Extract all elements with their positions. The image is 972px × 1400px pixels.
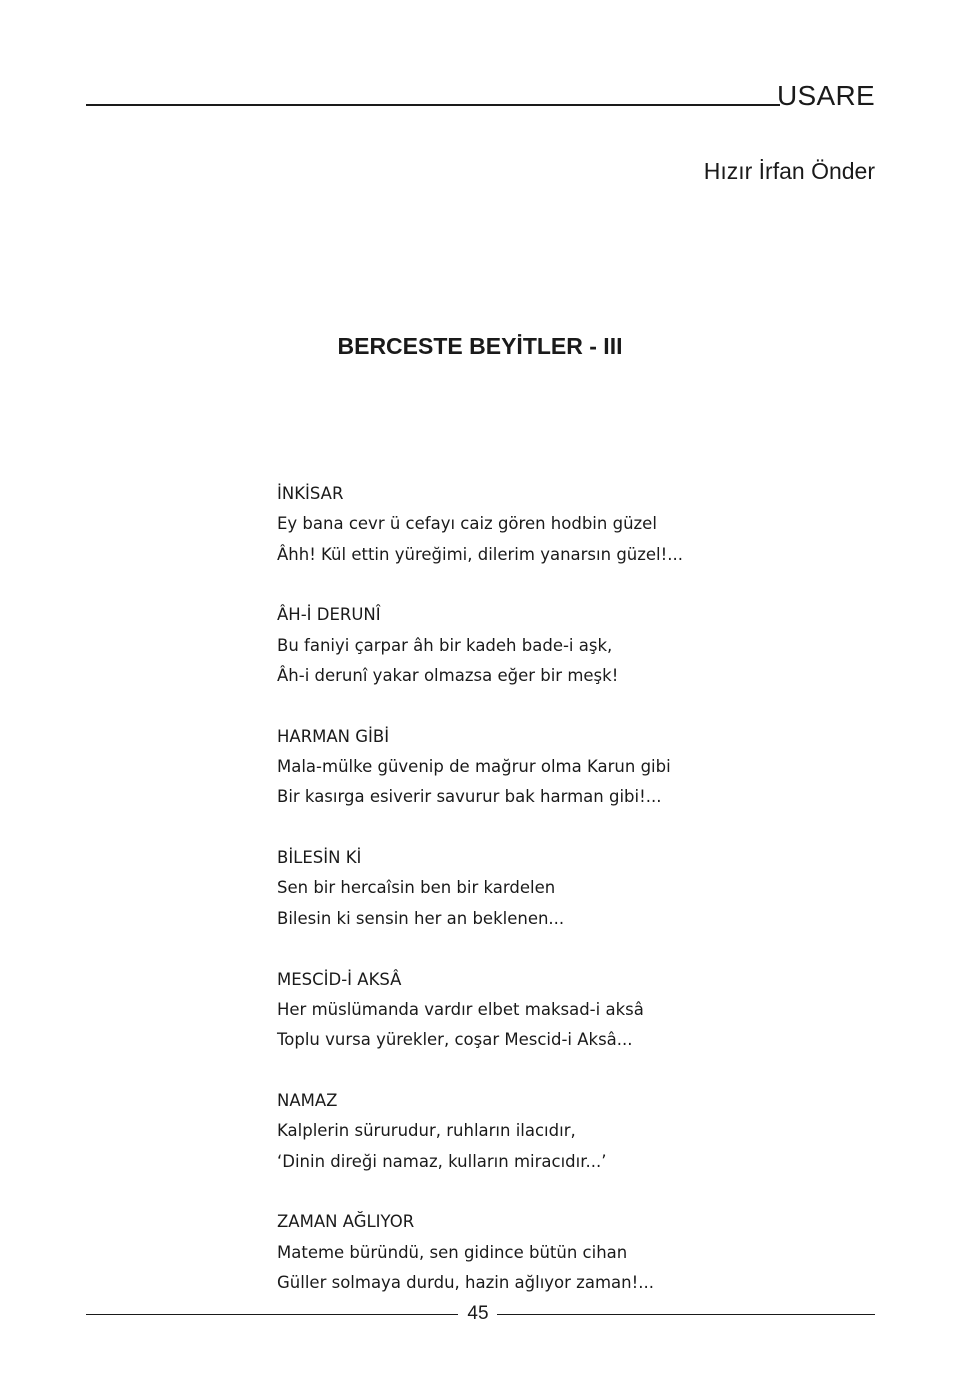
verse-line: Kalplerin sürurudur, ruhların ilacıdır, bbox=[277, 1121, 576, 1141]
verse-line: Âhh! Kül ettin yüreğimi, dilerim yanarsın güzel!... bbox=[277, 544, 683, 564]
stanza bbox=[277, 965, 877, 1056]
stanza bbox=[277, 600, 877, 691]
author-name: Hızır İrfan Önder bbox=[703, 158, 875, 184]
verse-line: Ey bana cevr ü cefayı caiz gören hodbin güzel bbox=[277, 514, 657, 534]
verse-line: Mateme büründü, sen gidince bütün cihan bbox=[277, 1242, 628, 1262]
stanza bbox=[277, 1086, 877, 1177]
header-rule bbox=[86, 104, 780, 106]
stanza-heading: HARMAN GİBİ bbox=[277, 726, 390, 746]
stanza bbox=[277, 722, 877, 813]
stanza bbox=[277, 479, 877, 570]
footer-rule-right bbox=[497, 1314, 875, 1315]
verse-line: Sen bir hercaîsin ben bir kardelen bbox=[277, 878, 556, 898]
magazine-name: USARE bbox=[777, 80, 875, 111]
verse-line: Bilesin ki sensin her an beklenen... bbox=[277, 908, 565, 928]
stanza bbox=[277, 1207, 877, 1298]
verse-line: Bir kasırga esiverir savurur bak harman gibi!... bbox=[277, 787, 662, 807]
stanza-heading: İNKİSAR bbox=[277, 484, 344, 503]
verse-line: ‘Dinin direği namaz, kulların miracıdır...’ bbox=[277, 1151, 607, 1171]
footer-rule-left bbox=[86, 1314, 458, 1315]
poem-title: BERCESTE BEYİTLER - III bbox=[337, 333, 623, 359]
page-number: 45 bbox=[467, 1303, 489, 1324]
verse-line: Toplu vursa yürekler, coşar Mescid-i Aksâ... bbox=[277, 1030, 633, 1050]
stanza bbox=[277, 843, 877, 934]
verse-line: Bu faniyi çarpar âh bir kadeh bade-i aşk, bbox=[277, 635, 613, 655]
verse-line: Her müslümanda vardır elbet maksad-i aksâ bbox=[277, 999, 644, 1019]
poem-body bbox=[277, 479, 877, 1329]
verse-line: Güller solmaya durdu, hazin ağlıyor zaman!... bbox=[277, 1272, 654, 1292]
verse-line: Mala-mülke güvenip de mağrur olma Karun gibi bbox=[277, 757, 671, 777]
stanza-heading: BİLESİN Kİ bbox=[277, 848, 362, 868]
stanza-heading: NAMAZ bbox=[277, 1090, 338, 1110]
verse-line: Âh-i derunî yakar olmazsa eğer bir meşk! bbox=[277, 665, 619, 685]
stanza-heading: ZAMAN AĞLIYOR bbox=[277, 1212, 415, 1232]
stanza-heading: MESCİD-İ AKSÂ bbox=[277, 969, 402, 989]
stanza-heading: ÂH-İ DERUNÎ bbox=[277, 605, 381, 625]
